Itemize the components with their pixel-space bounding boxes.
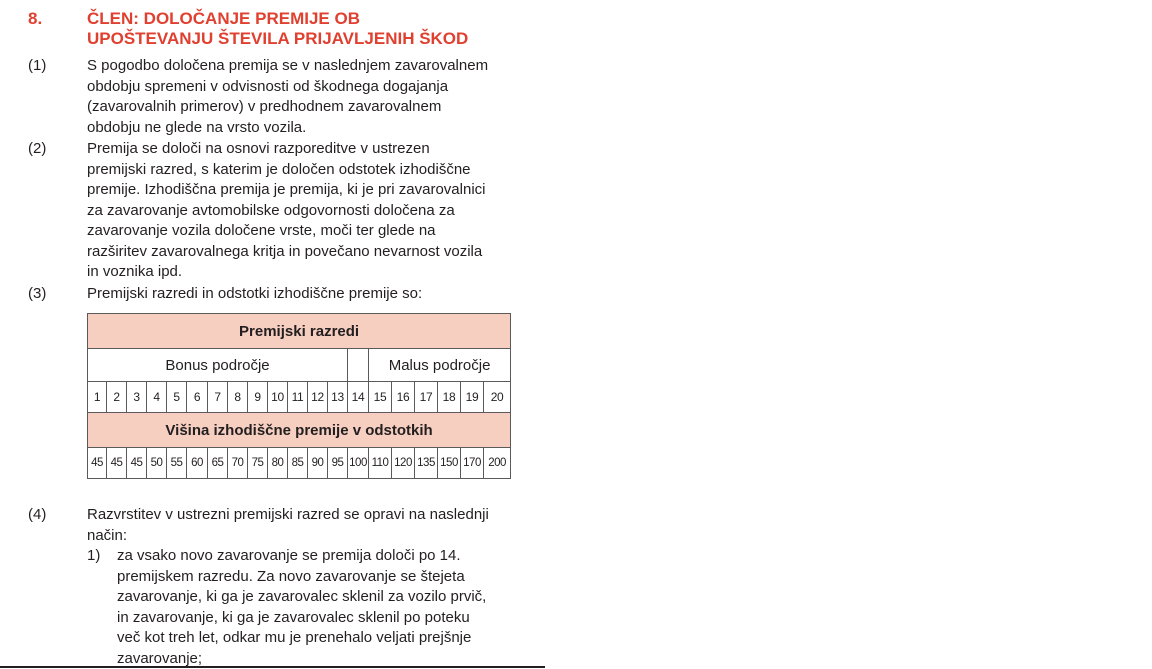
class-cell: 18 bbox=[438, 382, 461, 413]
percent-cell: 80 bbox=[268, 448, 288, 479]
text-line: in voznika ipd. bbox=[87, 263, 183, 280]
class-cell: 8 bbox=[228, 382, 248, 413]
class-cell: 4 bbox=[147, 382, 167, 413]
text-line: zavarovanje; bbox=[117, 649, 203, 667]
text-line: premijskem razredu. Za novo zavarovanje se štejeta bbox=[117, 567, 465, 585]
article-title-line: ČLEN: DOLOČANJE PREMIJE OB bbox=[87, 9, 360, 28]
text-line: za vsako novo zavarovanje se premija določi po 14. bbox=[117, 547, 461, 564]
text-line: Premijski razredi in odstotki izhodiščne premije so: bbox=[87, 285, 423, 302]
class-cell: 19 bbox=[461, 382, 484, 413]
article-title bbox=[87, 9, 547, 49]
class-cell: 9 bbox=[248, 382, 268, 413]
percent-cell: 150 bbox=[438, 448, 461, 479]
premium-classes-table bbox=[87, 313, 511, 479]
bonus-zone-label: Bonus področje bbox=[88, 349, 348, 382]
percent-cell: 120 bbox=[392, 448, 415, 479]
text-line: in zavarovanje, ki ga je zavarovalec sklenil po poteku bbox=[117, 608, 470, 626]
percent-row bbox=[88, 448, 511, 479]
text-line: (zavarovalnih primerov) v predhodnem zavarovalnem bbox=[87, 98, 442, 115]
text-line: za zavarovanje avtomobilske odgovornosti določena za bbox=[87, 201, 455, 219]
paragraph-text bbox=[87, 139, 527, 283]
subitem-text bbox=[117, 546, 527, 669]
class-cell: 13 bbox=[328, 382, 348, 413]
neutral-zone-cell bbox=[348, 349, 369, 382]
percent-cell: 50 bbox=[147, 448, 167, 479]
percent-cell: 135 bbox=[415, 448, 438, 479]
paragraph-number: (1) bbox=[28, 57, 47, 74]
percent-cell: 45 bbox=[88, 448, 107, 479]
page-divider bbox=[0, 666, 545, 668]
class-cell: 11 bbox=[288, 382, 308, 413]
class-cell: 2 bbox=[107, 382, 127, 413]
percent-header: Višina izhodiščne premije v odstotkih bbox=[88, 413, 511, 448]
percent-cell: 45 bbox=[127, 448, 147, 479]
subitem-number: 1) bbox=[87, 547, 101, 564]
paragraph-number: (2) bbox=[28, 140, 47, 157]
class-cell: 12 bbox=[308, 382, 328, 413]
percent-cell: 200 bbox=[484, 448, 511, 479]
percent-cell: 70 bbox=[228, 448, 248, 479]
text-line: S pogodbo določena premija se v naslednjem zavarovalnem bbox=[87, 57, 489, 74]
percent-cell: 110 bbox=[369, 448, 392, 479]
percent-cell: 60 bbox=[187, 448, 208, 479]
text-line: premije. Izhodiščna premija je premija, ki je pri zavarovalnici bbox=[87, 181, 486, 198]
article-number: 8. bbox=[28, 9, 43, 28]
percent-cell: 55 bbox=[167, 448, 187, 479]
class-cell: 1 bbox=[88, 382, 107, 413]
class-cell: 16 bbox=[392, 382, 415, 413]
class-cell: 14 bbox=[348, 382, 369, 413]
paragraph-text bbox=[87, 56, 527, 138]
article-title-line: UPOŠTEVANJU ŠTEVILA PRIJAVLJENIH ŠKOD bbox=[87, 29, 469, 48]
percent-cell: 95 bbox=[328, 448, 348, 479]
paragraph-text bbox=[87, 284, 527, 305]
class-cell: 10 bbox=[268, 382, 288, 413]
text-line: razširitev zavarovalnega kritja in povečano nevarnost vozila bbox=[87, 242, 483, 260]
class-cell: 3 bbox=[127, 382, 147, 413]
text-line: Premija se določi na osnovi razporeditve v ustrezen bbox=[87, 140, 430, 157]
class-cell: 6 bbox=[187, 382, 208, 413]
percent-cell: 170 bbox=[461, 448, 484, 479]
paragraph-number: (3) bbox=[28, 285, 47, 302]
class-cell: 5 bbox=[167, 382, 187, 413]
percent-cell: 45 bbox=[107, 448, 127, 479]
paragraph-number: (4) bbox=[28, 506, 47, 523]
text-line: Razvrstitev v ustrezni premijski razred se opravi na naslednji bbox=[87, 506, 489, 523]
class-cell: 7 bbox=[208, 382, 228, 413]
percent-cell: 85 bbox=[288, 448, 308, 479]
percent-cell: 75 bbox=[248, 448, 268, 479]
class-cell: 20 bbox=[484, 382, 511, 413]
percent-cell: 65 bbox=[208, 448, 228, 479]
text-line: obdobju spremeni v odvisnosti od škodnega dogajanja bbox=[87, 77, 449, 95]
text-line: zavarovanje vozila določene vrste, moči ter glede na bbox=[87, 222, 436, 239]
text-line: obdobju ne glede na vrsto vozila. bbox=[87, 118, 307, 136]
table-header: Premijski razredi bbox=[88, 314, 511, 349]
class-cell: 15 bbox=[369, 382, 392, 413]
percent-cell: 90 bbox=[308, 448, 328, 479]
class-cell: 17 bbox=[415, 382, 438, 413]
text-line: več kot treh let, odkar mu je prenehalo veljati prejšnje bbox=[117, 629, 472, 646]
paragraph-text bbox=[87, 505, 527, 546]
class-row bbox=[88, 382, 511, 413]
text-line: način: bbox=[87, 526, 128, 544]
text-line: zavarovanje, ki ga je zavarovalec sklenil za vozilo prvič, bbox=[117, 588, 487, 605]
malus-zone-label: Malus področje bbox=[369, 349, 511, 382]
premium-classes-table-wrapper bbox=[87, 313, 511, 479]
text-line: premijski razred, s katerim je določen odstotek izhodiščne bbox=[87, 160, 471, 178]
percent-cell: 100 bbox=[348, 448, 369, 479]
